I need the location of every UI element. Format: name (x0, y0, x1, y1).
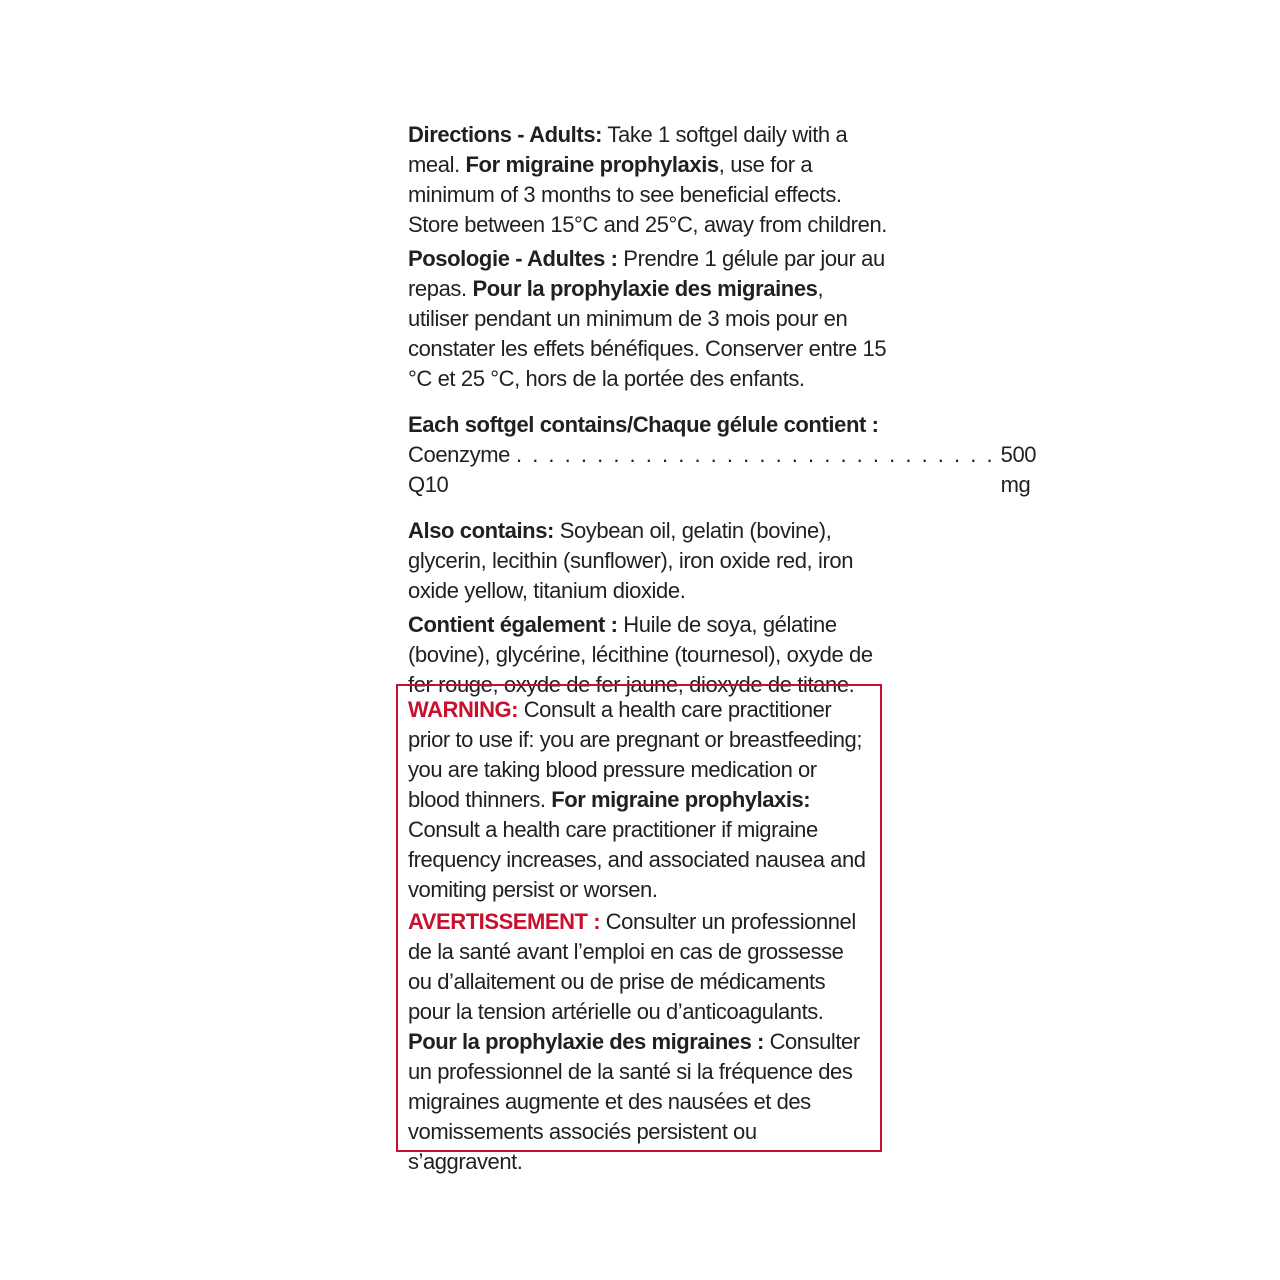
also-contains-english-heading: Also contains: (408, 518, 554, 543)
also-contains-french-text: Huile de soya, gélatine (bovine), glycérine, lécithine (tournesol), oxyde de fer rouge, oxyde de fer jaune, dioxyde de titane. (408, 612, 873, 697)
product-label-text (408, 120, 1037, 700)
ingredient-row (408, 440, 1037, 500)
warning-french-text-1: Consulter un professionnel de la santé avant l’emploi en cas de grossesse ou d’allaitement ou de prise de médicaments pour la tension artérielle ou d’anticoagulants. (408, 909, 856, 1024)
warning-french (408, 907, 872, 1177)
warning-french-text-2: Consulter un professionnel de la santé si la fréquence des migraines augmente et des nausées et des vomissements associés persistent ou s’aggravent. (408, 1029, 860, 1174)
directions-english-text-2: , use for a minimum of 3 months to see beneficial effects. Store between 15°C and 25°C, away from children. (408, 152, 887, 237)
warning-english-text-2: Consult a health care practitioner if migraine frequency increases, and associated nausea and vomiting persist or worsen. (408, 817, 866, 902)
warning-english (408, 695, 872, 905)
warning-english-heading: WARNING: (408, 697, 519, 722)
directions-english-migraine-heading: For migraine prophylaxis (465, 152, 719, 177)
directions-english-text-1: Take 1 softgel daily with a meal. (408, 122, 848, 177)
warning-english-migraine-heading: For migraine prophylaxis: (551, 787, 811, 812)
directions-french (408, 244, 888, 394)
also-contains-english (408, 516, 888, 606)
ingredients-heading: Each softgel contains/Chaque gélule contient : (408, 412, 879, 437)
directions-french-migraine-heading: Pour la prophylaxie des migraines (472, 276, 818, 301)
warning-french-migraine-heading: Pour la prophylaxie des migraines : (408, 1029, 764, 1054)
warning-english-text-1: Consult a health care practitioner prior to use if: you are pregnant or breastfeeding; you are taking blood pressure medication or blood thinners. (408, 697, 863, 812)
also-contains-english-text: Soybean oil, gelatin (bovine), glycerin, lecithin (sunflower), iron oxide red, iron oxide yellow, titanium dioxide. (408, 518, 854, 603)
also-contains-french-heading: Contient également : (408, 612, 618, 637)
warning-box (396, 684, 882, 1174)
ingredient-amount: 500 mg (1000, 442, 1037, 497)
directions-french-heading: Posologie - Adultes : (408, 246, 618, 271)
directions-english-heading: Directions - Adults: (408, 122, 603, 147)
directions-french-text-2: , utiliser pendant un minimum de 3 mois pour en constater les effets bénéfiques. Conserver entre 15 °C et 25 °C, hors de la portée des enfants. (408, 276, 887, 391)
directions-french-text-1: Prendre 1 gélule par jour au repas. (408, 246, 885, 301)
ingredient-dot-leader: . . . . . . . . . . . . . . . . . . . . . . . . . . . . . . (515, 442, 995, 467)
ingredient-name: Coenzyme Q10 (408, 442, 510, 497)
warning-french-heading: AVERTISSEMENT : (408, 909, 601, 934)
directions-english (408, 120, 888, 240)
